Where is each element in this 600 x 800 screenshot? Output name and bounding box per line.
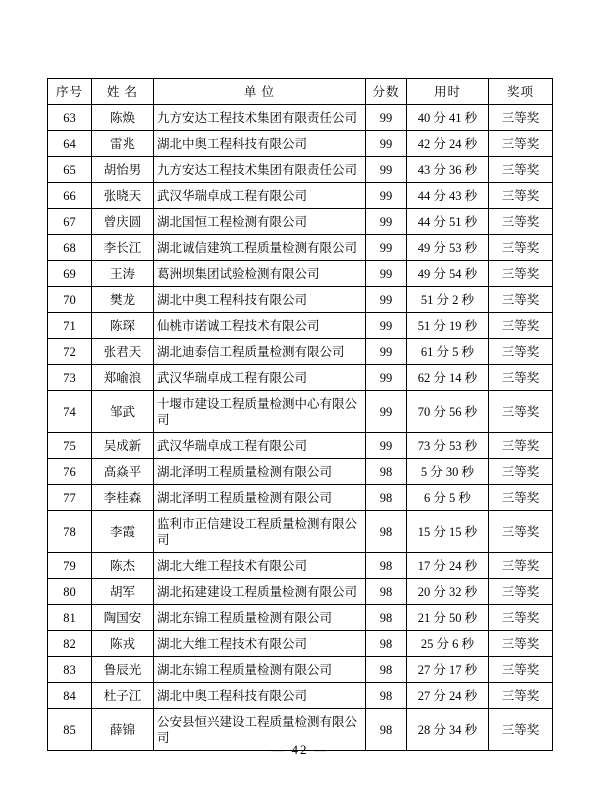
cell-unit: 湖北中奥工程科技有限公司 [154,683,366,709]
cell-unit: 湖北东锦工程质量检测有限公司 [154,605,366,631]
cell-name: 杜子江 [92,683,154,709]
cell-rank: 67 [48,209,92,235]
cell-rank: 73 [48,365,92,391]
cell-score: 99 [366,235,407,261]
cell-unit: 公安县恒兴建设工程质量检测有限公司 [154,709,366,751]
cell-name: 李桂森 [92,485,154,511]
cell-rank: 64 [48,131,92,157]
cell-name: 张君天 [92,339,154,365]
table-row [48,235,553,261]
cell-rank: 70 [48,287,92,313]
cell-name: 胡军 [92,579,154,605]
cell-unit: 九方安达工程技术集团有限责任公司 [154,105,366,131]
table-header-row [48,79,553,105]
table-row [48,183,553,209]
cell-award: 三等奖 [489,287,553,313]
table-row [48,485,553,511]
cell-time: 49 分 54 秒 [407,261,489,287]
table-row [48,683,553,709]
cell-unit: 湖北东锦工程质量检测有限公司 [154,657,366,683]
cell-time: 6 分 5 秒 [407,485,489,511]
cell-name: 陶国安 [92,605,154,631]
cell-rank: 71 [48,313,92,339]
cell-score: 98 [366,511,407,553]
cell-score: 98 [366,631,407,657]
cell-score: 99 [366,365,407,391]
cell-name: 高焱平 [92,459,154,485]
cell-name: 薛锦 [92,709,154,751]
cell-award: 三等奖 [489,235,553,261]
cell-rank: 82 [48,631,92,657]
table-row [48,657,553,683]
cell-unit: 九方安达工程技术集团有限责任公司 [154,157,366,183]
cell-time: 51 分 19 秒 [407,313,489,339]
cell-score: 99 [366,157,407,183]
table-row [48,365,553,391]
cell-time: 40 分 41 秒 [407,105,489,131]
cell-award: 三等奖 [489,683,553,709]
table-row [48,131,553,157]
cell-name: 鲁辰光 [92,657,154,683]
cell-name: 陈焕 [92,105,154,131]
cell-unit: 十堰市建设工程质量检测中心有限公司 [154,391,366,433]
cell-unit: 湖北大维工程技术有限公司 [154,553,366,579]
cell-award: 三等奖 [489,131,553,157]
cell-time: 49 分 53 秒 [407,235,489,261]
cell-time: 28 分 34 秒 [407,709,489,751]
cell-award: 三等奖 [489,709,553,751]
cell-score: 99 [366,287,407,313]
page-number: — 42 — [271,742,329,757]
column-header-score: 分数 [366,79,407,105]
cell-rank: 63 [48,105,92,131]
cell-score: 98 [366,709,407,751]
cell-score: 99 [366,131,407,157]
column-header-name: 姓 名 [92,79,154,105]
cell-rank: 79 [48,553,92,579]
cell-time: 43 分 36 秒 [407,157,489,183]
table-row [48,511,553,553]
cell-rank: 66 [48,183,92,209]
cell-rank: 81 [48,605,92,631]
cell-name: 曾庆圆 [92,209,154,235]
cell-award: 三等奖 [489,579,553,605]
cell-rank: 83 [48,657,92,683]
cell-score: 99 [366,261,407,287]
cell-score: 98 [366,657,407,683]
column-header-time: 用时 [407,79,489,105]
table-row [48,105,553,131]
cell-unit: 湖北中奥工程科技有限公司 [154,287,366,313]
cell-name: 陈杰 [92,553,154,579]
cell-name: 樊龙 [92,287,154,313]
cell-rank: 77 [48,485,92,511]
cell-unit: 仙桃市诺诚工程技术有限公司 [154,313,366,339]
cell-name: 李霞 [92,511,154,553]
cell-name: 邹武 [92,391,154,433]
results-table [47,78,553,751]
table-row [48,313,553,339]
cell-name: 张晓天 [92,183,154,209]
table-row [48,433,553,459]
cell-award: 三等奖 [489,313,553,339]
cell-rank: 78 [48,511,92,553]
cell-name: 胡怡男 [92,157,154,183]
table-row [48,553,553,579]
cell-score: 99 [366,105,407,131]
column-header-award: 奖项 [489,79,553,105]
cell-unit: 葛洲坝集团试验检测有限公司 [154,261,366,287]
cell-unit: 监利市正信建设工程质量检测有限公司 [154,511,366,553]
cell-time: 5 分 30 秒 [407,459,489,485]
cell-score: 99 [366,391,407,433]
table-row [48,287,553,313]
cell-rank: 68 [48,235,92,261]
cell-unit: 武汉华瑞卓成工程有限公司 [154,433,366,459]
cell-rank: 74 [48,391,92,433]
cell-score: 98 [366,683,407,709]
cell-time: 27 分 24 秒 [407,683,489,709]
cell-award: 三等奖 [489,631,553,657]
table-row [48,459,553,485]
cell-name: 郑喻浪 [92,365,154,391]
cell-award: 三等奖 [489,183,553,209]
cell-time: 44 分 51 秒 [407,209,489,235]
cell-score: 99 [366,209,407,235]
cell-name: 李长江 [92,235,154,261]
cell-rank: 69 [48,261,92,287]
cell-award: 三等奖 [489,209,553,235]
cell-rank: 76 [48,459,92,485]
cell-award: 三等奖 [489,261,553,287]
cell-unit: 湖北中奥工程科技有限公司 [154,131,366,157]
cell-time: 70 分 56 秒 [407,391,489,433]
cell-unit: 湖北诚信建筑工程质量检测有限公司 [154,235,366,261]
cell-award: 三等奖 [489,391,553,433]
cell-award: 三等奖 [489,485,553,511]
cell-score: 99 [366,313,407,339]
cell-rank: 80 [48,579,92,605]
table-header [48,79,553,105]
cell-time: 51 分 2 秒 [407,287,489,313]
column-header-unit: 单 位 [154,79,366,105]
cell-score: 98 [366,485,407,511]
cell-award: 三等奖 [489,605,553,631]
cell-score: 99 [366,183,407,209]
cell-time: 61 分 5 秒 [407,339,489,365]
cell-rank: 65 [48,157,92,183]
table-body [48,105,553,751]
cell-unit: 湖北迪泰信工程质量检测有限公司 [154,339,366,365]
table-row [48,631,553,657]
cell-award: 三等奖 [489,157,553,183]
cell-time: 17 分 24 秒 [407,553,489,579]
cell-award: 三等奖 [489,459,553,485]
cell-award: 三等奖 [489,339,553,365]
cell-rank: 84 [48,683,92,709]
cell-score: 98 [366,553,407,579]
cell-unit: 湖北拓建建设工程质量检测有限公司 [154,579,366,605]
cell-unit: 武汉华瑞卓成工程有限公司 [154,183,366,209]
cell-score: 98 [366,605,407,631]
table-row [48,157,553,183]
cell-time: 42 分 24 秒 [407,131,489,157]
cell-time: 15 分 15 秒 [407,511,489,553]
cell-award: 三等奖 [489,105,553,131]
table-row [48,579,553,605]
cell-time: 27 分 17 秒 [407,657,489,683]
cell-unit: 湖北大维工程技术有限公司 [154,631,366,657]
table-row [48,339,553,365]
cell-unit: 武汉华瑞卓成工程有限公司 [154,365,366,391]
cell-name: 陈琛 [92,313,154,339]
cell-award: 三等奖 [489,365,553,391]
cell-score: 99 [366,433,407,459]
table-row [48,209,553,235]
cell-time: 20 分 32 秒 [407,579,489,605]
cell-name: 王涛 [92,261,154,287]
cell-award: 三等奖 [489,657,553,683]
table-row [48,261,553,287]
table-row [48,391,553,433]
cell-rank: 85 [48,709,92,751]
cell-time: 62 分 14 秒 [407,365,489,391]
table-row [48,605,553,631]
cell-unit: 湖北泽明工程质量检测有限公司 [154,459,366,485]
cell-rank: 72 [48,339,92,365]
cell-time: 44 分 43 秒 [407,183,489,209]
cell-rank: 75 [48,433,92,459]
cell-score: 98 [366,459,407,485]
column-header-rank: 序号 [48,79,92,105]
cell-time: 73 分 53 秒 [407,433,489,459]
cell-name: 雷兆 [92,131,154,157]
cell-award: 三等奖 [489,511,553,553]
cell-score: 98 [366,579,407,605]
cell-name: 吴成新 [92,433,154,459]
cell-score: 99 [366,339,407,365]
cell-unit: 湖北泽明工程质量检测有限公司 [154,485,366,511]
cell-award: 三等奖 [489,553,553,579]
cell-unit: 湖北国恒工程检测有限公司 [154,209,366,235]
cell-time: 21 分 50 秒 [407,605,489,631]
cell-award: 三等奖 [489,433,553,459]
cell-time: 25 分 6 秒 [407,631,489,657]
table-container [0,78,600,751]
cell-name: 陈戎 [92,631,154,657]
